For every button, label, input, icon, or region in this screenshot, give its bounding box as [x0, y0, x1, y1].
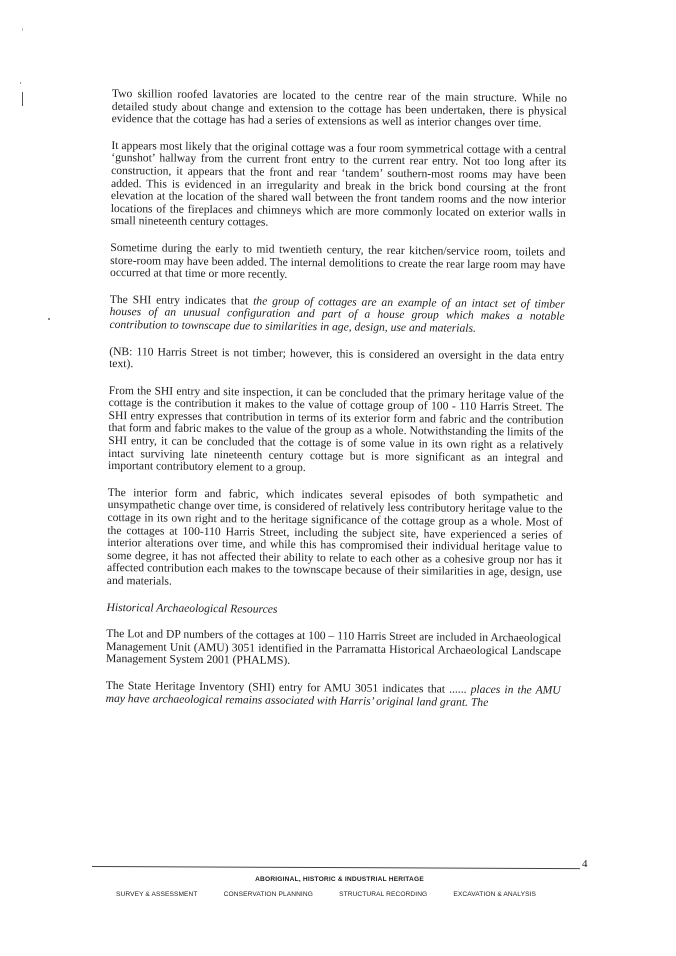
paragraph: Two skillion roofed lavatories are located to the centre rear of the main structure. While no detailed study about change and extension to the cottage has been undertaken, there is physical evidence that the cottage has had a series of extensions as well as interior changes over time. — [111, 87, 567, 130]
paragraph-text: The SHI entry indicates that — [109, 292, 254, 308]
paragraph: Sometime during the early to mid twentieth century, the rear kitchen/service room, toilets and store-room may have been added. The internal demolitions to create the rear large room may have occurred at that time or more recently. — [109, 240, 566, 281]
body-text — [105, 88, 567, 724]
footer-heading: ABORIGINAL, HISTORIC & INDUSTRIAL HERITAGE — [255, 876, 424, 883]
scan-artifact — [22, 92, 23, 106]
paragraph: It appears most likely that the original cottage was a four room symmetrical cottage with a central ‘gunshot’ hallway from the current front entry to the current rear entry. Not too long after its construction, it appears that the front and rear ‘tandem’ southern-most rooms may have been added. This is evidenced in an irregularity and break in the brick bond coursing at the front elevation at the location of the shared wall between the front tandem rooms and the now interior locations of the fireplaces and chimneys which are more commonly located on exterior walls in small nineteenth century cottages. — [110, 138, 567, 229]
scan-artifact — [48, 318, 50, 320]
footer-service-item: EXCAVATION & ANALYSIS — [453, 891, 536, 898]
paragraph: The interior form and fabric, which indicates several episodes of both sympathetic and unsympathetic change over time, is considered of relatively less contributory heritage value to the cottage in its own right and to the heritage significance of the cottage group as a whole. Most of the cottages at 100-110 Harris Street, including the subject site, have experienced a series of interior alterations over time, and while this has compromised their individual heritage value to some degree, it has not affected their ability to relate to each other as a cohesive group nor has it affected contribution each makes to the townscape because of their similarities in age, design, use and materials. — [106, 485, 563, 588]
footer-service-item: STRUCTURAL RECORDING — [339, 891, 428, 898]
page-number: 4 — [582, 858, 588, 870]
paragraph-shi-quote — [109, 294, 564, 337]
footer-divider — [92, 866, 580, 869]
quoted-text: the group of cottages are an example of an intact set of timber houses of an unusual configuration and part of a house group which makes a notable contribution to townscape due to similarities in age, design, use and materials. — [109, 294, 565, 335]
scan-artifact — [20, 82, 21, 84]
paragraph: The Lot and DP numbers of the cottages at 100 – 110 Harris Street are included in Archaeological Management Unit (AMU) 3051 identified in the Parramatta Historical Archaeological Landscape Management System 2001 (PHALMS). — [105, 627, 562, 668]
paragraph-amu-quote — [106, 680, 561, 710]
footer-service-item: CONSERVATION PLANNING — [223, 891, 313, 898]
paragraph-text: The State Heritage Inventory (SHI) entry for AMU 3051 indicates that ...... — [105, 678, 471, 696]
paragraph-note: (NB: 110 Harris Street is not timber; however, this is considered an oversight in the data entry text). — [109, 344, 565, 371]
footer-service-item: SURVEY & ASSESSMENT — [116, 891, 198, 898]
section-subheading: Historical Archaeological Resources — [106, 600, 278, 616]
paragraph: From the SHI entry and site inspection, it can be concluded that the primary heritage value of the cottage is the contribution it makes to the value of cottage group of 100 - 110 Harris Street. The SHI entry expresses that contribution in terms of its exterior form and fabric and the contribution that form and fabric makes to the value of the group as a whole. Notwithstanding the limits of the SHI entry, it can be concluded that the cottage is of some value in its own right as a relatively intact surviving late nineteenth century cottage but is more significant as an integral and important contributory element to a group. — [107, 383, 564, 475]
footer-services — [116, 891, 536, 898]
scan-artifact — [22, 28, 23, 31]
quoted-text: places in the AMU may have archaeological remains associated with Harris’ original land grant. The — [105, 682, 561, 709]
